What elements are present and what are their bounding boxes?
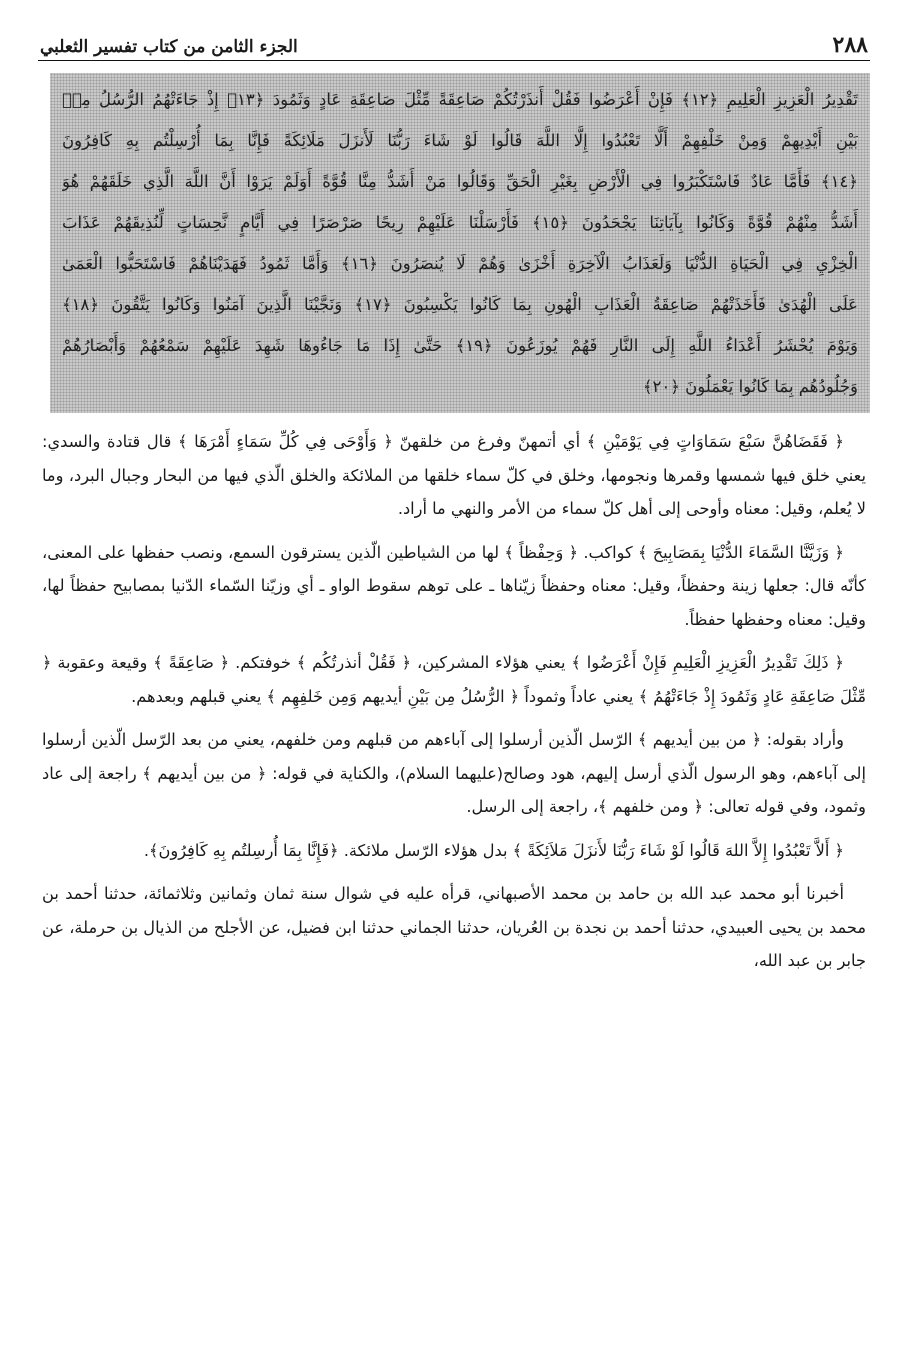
quran-line: أَشَدُّ مِنْهُمْ قُوَّةً وَكَانُوا بِآيَاتِنَا يَجْحَدُونَ ﴿١٥﴾ فَأَرْسَلْنَا عَلَيْهِمْ رِيحًا صَرْصَرًا فِي أَيَّامٍ نَّحِسَاتٍ لِّنُذِيقَهُمْ عَذَابَ xyxy=(62,213,858,232)
quran-line: بَيْنِ أَيْدِيهِمْ وَمِنْ خَلْفِهِمْ أَلَّا تَعْبُدُوا إِلَّا اللَّهَ قَالُوا لَوْ شَاءَ رَبُّنَا لَأَنزَلَ مَلَائِكَةً فَإِنَّا بِمَا أُرْسِلْتُم بِهِ كَافِرُونَ xyxy=(62,131,858,150)
running-title: الجزء الثامن من كتاب تفسير الثعلبي xyxy=(40,37,298,57)
page-number: ٢٨٨ xyxy=(832,32,868,58)
quran-line: وَيَوْمَ يُحْشَرُ أَعْدَاءُ اللَّهِ إِلَى النَّارِ فَهُمْ يُوزَعُونَ ﴿١٩﴾ حَتَّىٰ إِذَا مَا جَاءُوهَا شَهِدَ عَلَيْهِمْ سَمْعُهُمْ وَأَبْصَارُهُمْ xyxy=(62,336,858,355)
running-header xyxy=(38,20,870,61)
quran-line: عَلَى الْهُدَىٰ فَأَخَذَتْهُمْ صَاعِقَةُ الْعَذَابِ الْهُونِ بِمَا كَانُوا يَكْسِبُونَ ﴿١٧﴾ وَنَجَّيْنَا الَّذِينَ آمَنُوا وَكَانُوا يَتَّقُونَ ﴿١٨﴾ xyxy=(62,295,858,314)
commentary-paragraph: ﴿ أَلاَّ تَعْبُدُوا إِلاَّ اللهَ قَالُوا لَوْ شَاءَ رَبُّنَا لأَنزَلَ مَلاَئِكَةً ﴾ بدل هؤلاء الرّسل ملائكة. ﴿فَإِنَّا بِمَا أُرسِلتُم بِهِ كَافِرُونَ﴾. xyxy=(143,840,844,860)
commentary-paragraph: ﴿ فَقَضَاهُنَّ سَبْعَ سَمَاوَاتٍ فِي يَوْمَيْنِ ﴾ أي أتمهنّ وفرغ من خلقهنّ ﴿ وَأَوْحَى فِي كُلِّ سَمَاءٍ أَمْرَهَا ﴾ قال قتادة والسدي: يعني خلق فيها شمسها وقمرها ونجومها، وخلق في كلّ سماء خلقها من الملائكة والخلق الّذي فيها من البحار وجبال البرد، وما لا يُعلم، وقيل: معناه وأوحى إلى أهل كلّ سماء من الأمر والنهي ما أراد. xyxy=(42,432,866,518)
quran-line: تَقْدِيرُ الْعَزِيزِ الْعَلِيمِ ﴿١٢﴾ فَإِنْ أَعْرَضُوا فَقُلْ أَنذَرْتُكُمْ صَاعِقَةً مِّثْلَ صَاعِقَةِ عَادٍ وَثَمُودَ ﴿١٣﴾ إِذْ جَاءَتْهُمُ الرُّسُلُ مِنۢ xyxy=(62,90,858,109)
quran-line: الْخِزْيِ فِي الْحَيَاةِ الدُّنْيَا وَلَعَذَابُ الْآخِرَةِ أَخْزَىٰ وَهُمْ لَا يُنصَرُونَ ﴿١٦﴾ وَأَمَّا ثَمُودُ فَهَدَيْنَاهُمْ فَاسْتَحَبُّوا الْعَمَىٰ xyxy=(62,254,858,273)
quran-passage-box xyxy=(50,73,870,413)
quran-line: ﴿١٤﴾ فَأَمَّا عَادٌ فَاسْتَكْبَرُوا فِي الْأَرْضِ بِغَيْرِ الْحَقِّ وَقَالُوا مَنْ أَشَدُّ مِنَّا قُوَّةً أَوَلَمْ يَرَوْا أَنَّ اللَّهَ الَّذِي خَلَقَهُمْ هُوَ xyxy=(62,172,858,191)
commentary-text xyxy=(38,425,870,978)
book-page xyxy=(38,20,870,988)
commentary-paragraph: ﴿ ذَلِكَ تَقْدِيرُ الْعَزِيزِ الْعَلِيمِ فَإِنْ أَعْرَضُوا ﴾ يعني هؤلاء المشركين، ﴿ فَقُلْ أنذرتُكُم ﴾ خوفتكم. ﴿ صَاعِقَةً ﴾ وقيعة وعقوبة ﴿ مِّثْلَ صَاعِقَةِ عَادٍ وَثَمُودَ إِذْ جَاءَتْهُمُ ﴾ يعني عاداً وثموداً ﴿ الرُّسُلُ مِن بَيْنِ أيديهم وَمِن خَلفِهِم ﴾ يعني قبلهم وبعدهم. xyxy=(42,653,866,706)
commentary-paragraph: وأراد بقوله: ﴿ من بين أيديهم ﴾ الرّسل الّذين أرسلوا إلى آباءهم من قبلهم ومن خلفهم، يعني من بعد الرّسل الّذين أرسلوا إلى آباءهم، وهو الرسول الّذي أرسل إليهم، هود وصالح(عليهما السلام)، والكناية في قوله: ﴿ من بين أيديهم ﴾ راجعة إلى عاد وثمود، وفي قوله تعالى: ﴿ ومن خلفهم ﴾، راجعة إلى الرسل. xyxy=(42,730,866,816)
quran-line: وَجُلُودُهُم بِمَا كَانُوا يَعْمَلُونَ ﴿٢٠﴾ xyxy=(642,377,858,396)
commentary-paragraph: أخبرنا أبو محمد عبد الله بن حامد بن محمد الأصبهاني، قرأه عليه في شوال سنة ثمان وثمانين وثلاثمائة، حدثنا أحمد بن محمد بن يحيى العبيدي، حدثنا أحمد بن نجدة بن العُريان، حدثنا الجماني حدثنا ابن فضيل، عن الأجلح من الذيال بن حرملة، عن جابر بن عبد الله، xyxy=(42,884,866,970)
commentary-paragraph: ﴿ وَزَيَّنَّا السَّمَاءَ الدُّنْيَا بِمَصَابِيحَ ﴾ كواكب. ﴿ وَحِفْظاً ﴾ لها من الشياطين الّذين يسترقون السمع، ونصب حفظها على المعنى، كأنّه قال: جعلها زينة وحفظاً، وقيل: معناه وحفظاً زيّناها ـ على توهم سقوط الواو ـ أي وزيّنا السّماء الدّنيا بمصابيح حفظاً لها، وقيل: معناه وحفظها حفظاً. xyxy=(42,542,866,629)
